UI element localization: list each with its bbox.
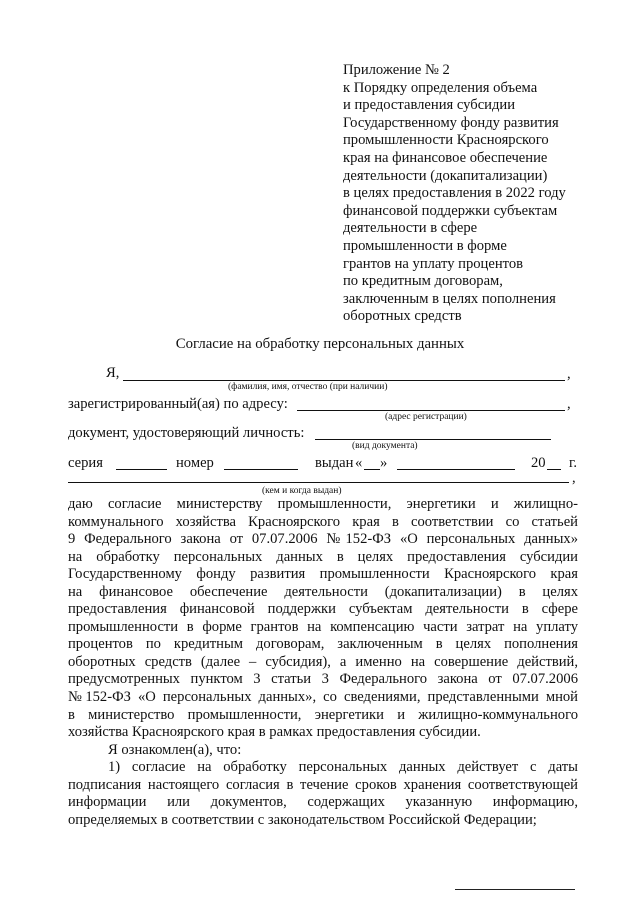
issued-by-comma: ,: [572, 470, 576, 486]
number-label: номер: [176, 455, 214, 471]
acknowledged-heading: Я ознакомлен(а), что:: [108, 741, 242, 758]
number-field[interactable]: [224, 469, 298, 470]
appendix-line: заключенным в целях пополнения: [343, 290, 556, 307]
month-field[interactable]: [397, 469, 515, 470]
day-field[interactable]: [364, 469, 380, 470]
year-prefix: 20: [531, 455, 546, 471]
appendix-line: края на финансовое обеспечение: [343, 149, 548, 166]
issued-by-field[interactable]: [68, 482, 569, 483]
appendix-line: Государственному фонду развития: [343, 114, 559, 131]
series-field[interactable]: [116, 469, 167, 470]
fio-comma: ,: [567, 366, 571, 382]
fio-field[interactable]: [123, 380, 565, 381]
doc-type-hint: (вид документа): [352, 441, 418, 451]
doc-type-field[interactable]: [315, 439, 551, 440]
appendix-line: оборотных средств: [343, 308, 462, 325]
document-title: Согласие на обработку персональных данных: [175, 336, 465, 352]
appendix-line: по кредитным договорам,: [343, 273, 503, 290]
address-comma: ,: [567, 396, 571, 412]
consent-line: предусмотренных пунктом 3 статьи 3 Федерального закона от 07.07.2006: [68, 671, 578, 688]
appendix-line: Приложение № 2: [343, 62, 450, 78]
fio-hint: (фамилия, имя, отчество (при наличии): [228, 382, 388, 392]
id-doc-label: документ, удостоверяющий личность:: [68, 425, 305, 441]
appendix-line: и предоставления субсидии: [343, 97, 516, 114]
consent-line: коммунального хозяйства Красноярского края в соответствии со статьей: [68, 513, 578, 530]
issued-label: выдан: [315, 455, 354, 471]
appendix-line: деятельности в сфере: [343, 220, 478, 237]
consent-line: на финансовое обеспечение деятельности (докапитализации) в целях: [68, 583, 578, 600]
consent-line: оборотных средств (далее – субсидия), а именно на совершение действий,: [68, 653, 578, 670]
appendix-line: к Порядку определения объема: [343, 79, 538, 96]
registered-label: зарегистрированный(ая) по адресу:: [68, 396, 288, 412]
item1-line: определяемых в соответствии с законодательством Российской Федерации;: [68, 811, 537, 828]
item1-line: подписания настоящего согласия в течение сроков хранения соответствующей: [68, 776, 578, 793]
series-label: серия: [68, 455, 103, 471]
consent-line: 9 Федерального закона от 07.07.2006 №152-ФЗ «О персональных данных»: [68, 531, 578, 548]
appendix-header: [343, 62, 603, 326]
consent-line: даю согласие министерству промышленности, энергетики и жилищно-: [68, 496, 578, 512]
consent-line: промышленности в форме грантов на компенсацию части затрат на уплату: [68, 618, 578, 635]
appendix-line: грантов на уплату процентов: [343, 255, 524, 272]
footer-divider: [455, 889, 575, 890]
appendix-line: промышленности в форме: [343, 237, 507, 254]
address-hint: (адрес регистрации): [385, 412, 467, 422]
item1-line: информации или документов, содержащих указанную информацию,: [68, 794, 578, 811]
ya-label: Я,: [106, 365, 120, 381]
year-suffix: г.: [569, 455, 577, 471]
consent-line: на обработку персональных данных в целях предоставления субсидии: [68, 548, 578, 565]
consent-line: процентов по кредитным договорам, заключенным в целях пополнения: [68, 636, 578, 653]
consent-line: Государственному фонду развития промышленности Красноярского края: [68, 566, 578, 583]
issued-by-hint: (кем и когда выдан): [262, 486, 342, 496]
quote-close: »: [380, 455, 388, 471]
consent-line: №152-ФЗ «О персональных данных», со сведениями, представленными мной: [68, 689, 578, 706]
consent-body: [68, 496, 578, 829]
consent-line: хозяйства Красноярского края в рамках предоставления субсидии.: [68, 724, 481, 741]
consent-line: в министерство промышленности, энергетики и жилищно-коммунального: [68, 706, 578, 723]
quote-open: «: [355, 455, 363, 471]
appendix-line: финансовой поддержки субъектам: [343, 202, 558, 219]
appendix-line: деятельности (докапитализации): [343, 167, 548, 184]
consent-line: предоставления финансовой поддержки субъектам деятельности в сфере: [68, 601, 578, 618]
year-field[interactable]: [547, 469, 561, 470]
appendix-line: промышленности Красноярского: [343, 132, 549, 149]
appendix-line: в целях предоставления в 2022 году: [343, 185, 566, 202]
address-field[interactable]: [297, 410, 565, 411]
item1-line: 1) согласие на обработку персональных данных действует с даты: [108, 759, 578, 776]
